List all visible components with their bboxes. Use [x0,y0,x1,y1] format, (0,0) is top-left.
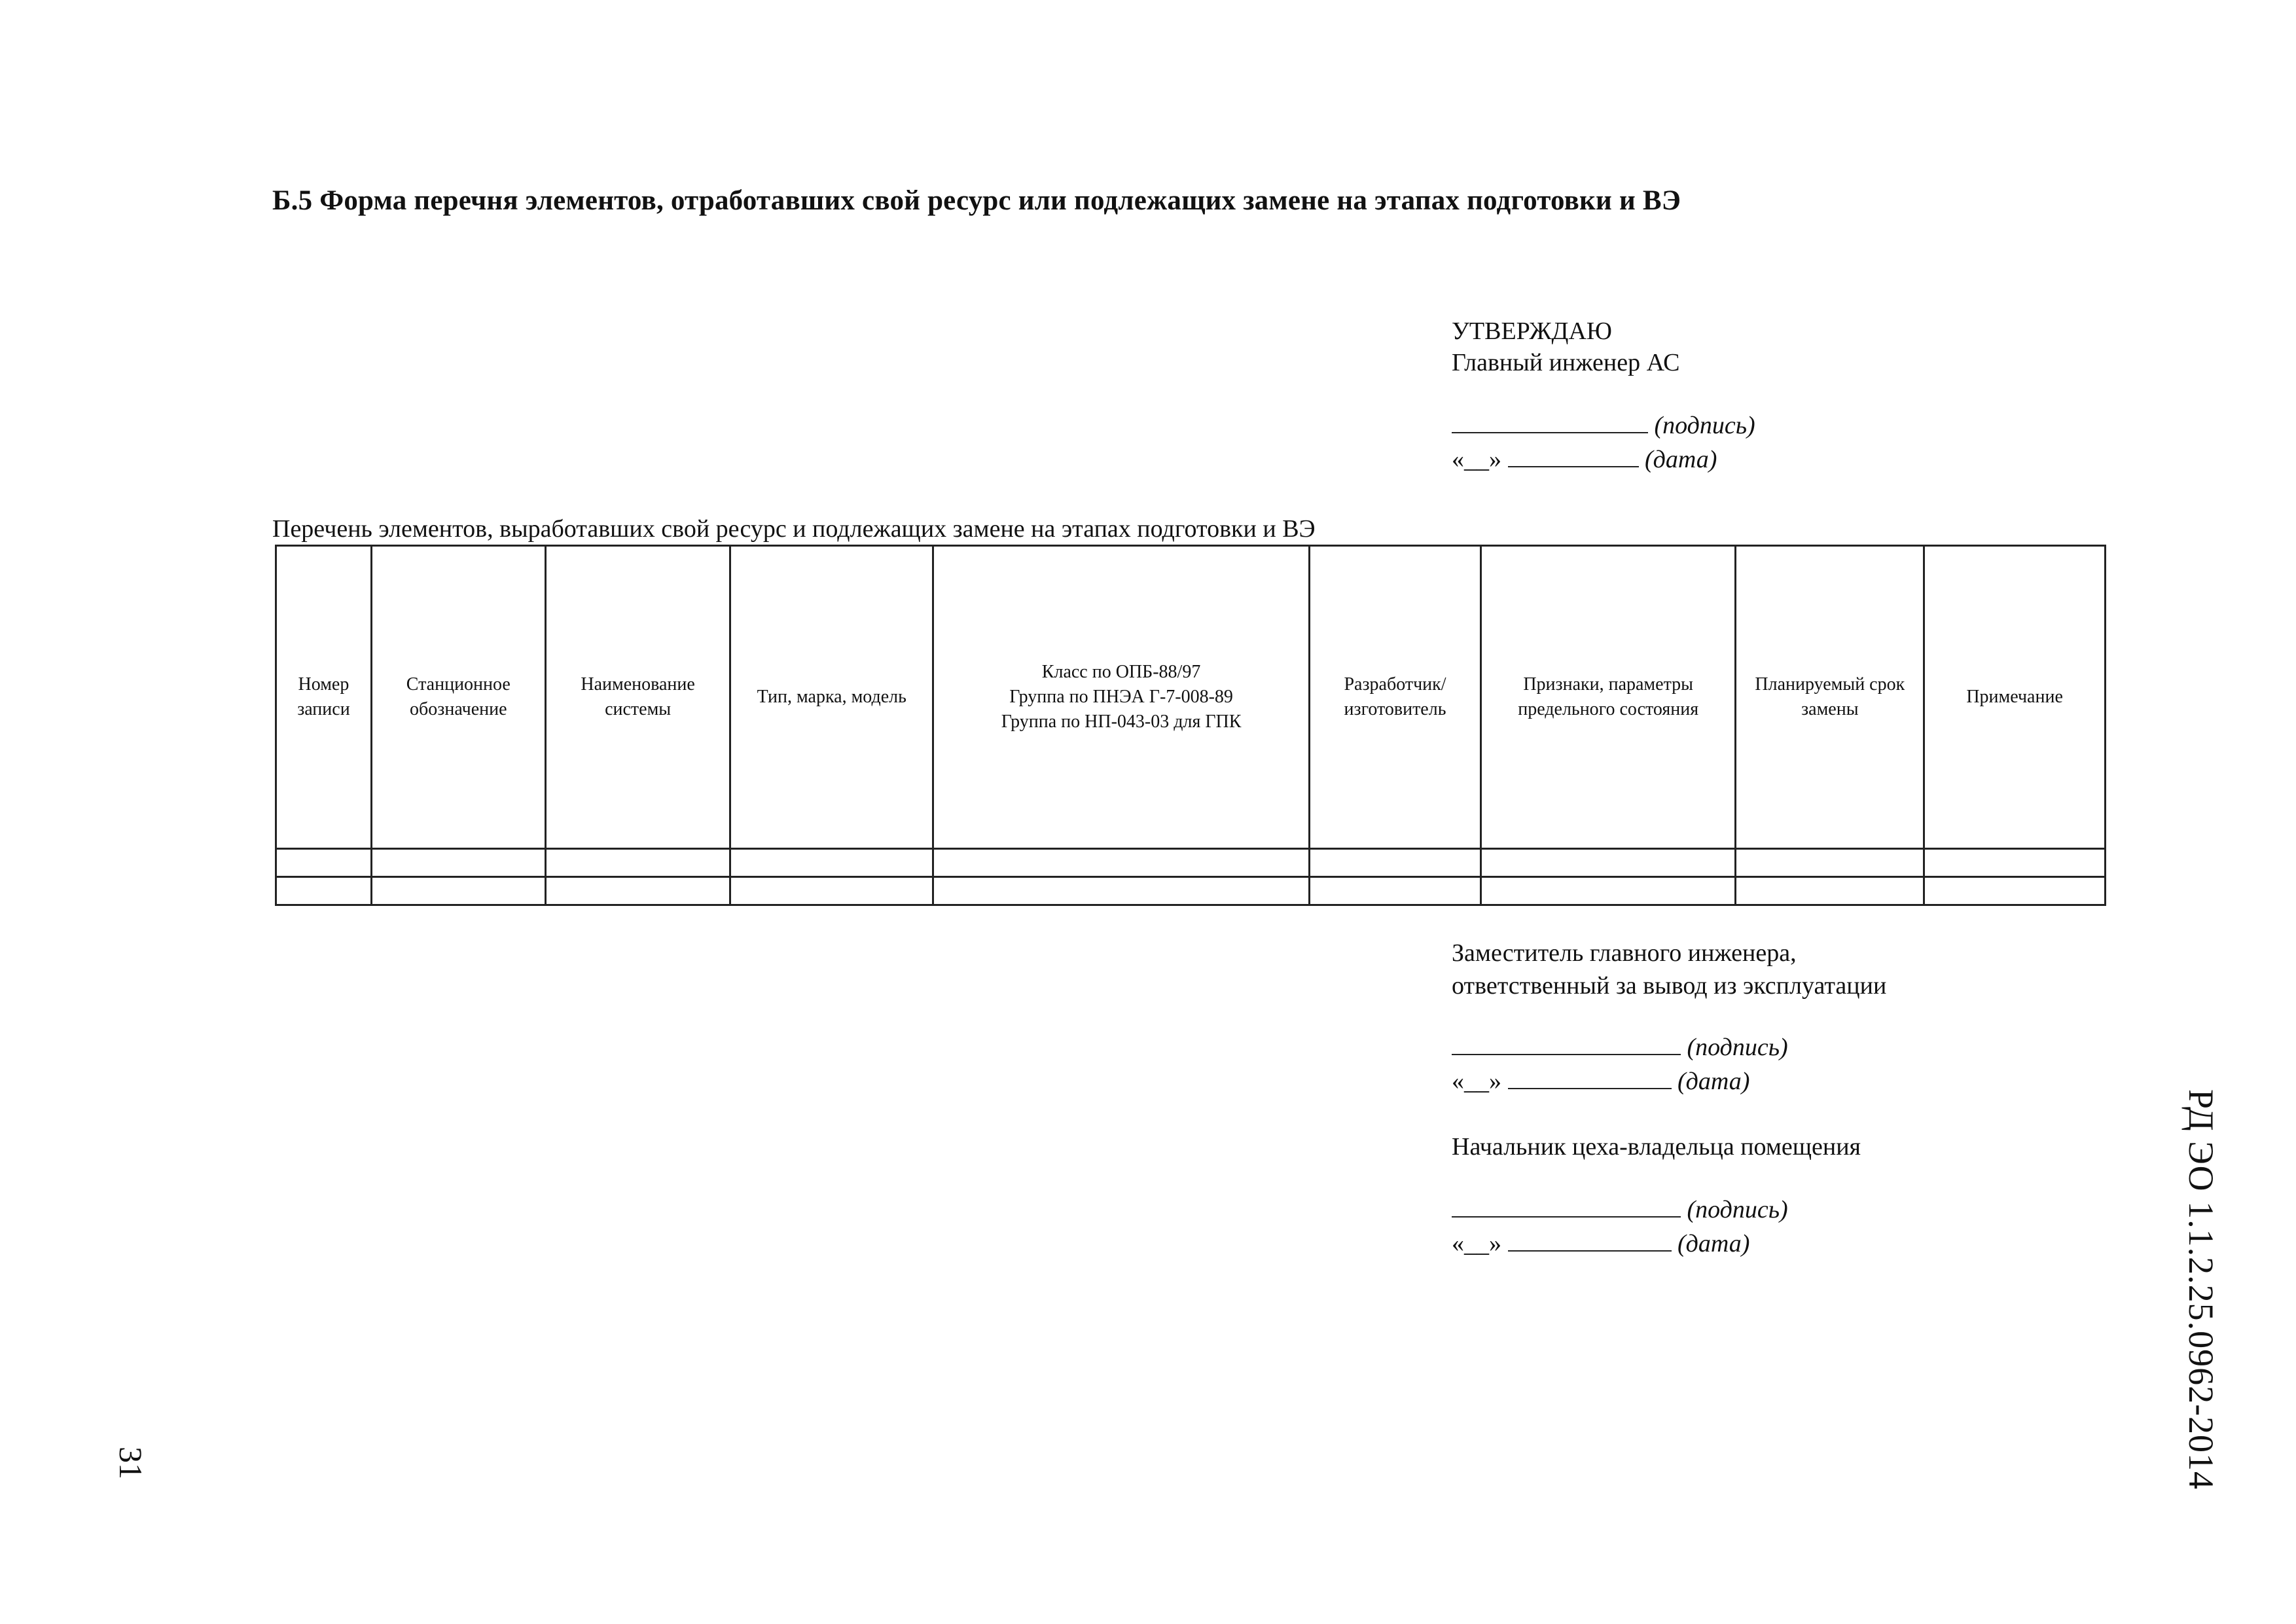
table-cell [371,877,545,905]
shop-head-position: Начальник цеха-владельца помещения [1452,1133,1861,1161]
header-note: Примечание [1924,546,2106,849]
date-line [1508,466,1639,467]
signature-line [1452,1216,1681,1218]
signature-hint: (подпись) [1654,412,1755,439]
table-cell [1736,849,1924,877]
table-cell [1736,877,1924,905]
signature-hint: (подпись) [1687,1034,1788,1061]
table-cell [933,849,1310,877]
shop-head-date-row [1452,1229,1749,1258]
form-table [275,545,2106,906]
table-row [276,877,2106,905]
table-cell [1924,877,2106,905]
approve-signature-row [1452,411,1755,440]
signature-hint: (подпись) [1687,1196,1788,1223]
header-system-name: Наименование системы [545,546,730,849]
table-cell [730,849,933,877]
date-hint: (дата) [1645,446,1717,473]
table-cell [1310,849,1481,877]
header-station-designation: Станционное обозначение [371,546,545,849]
deputy-position-line2: ответственный за вывод из эксплуатации [1452,972,1887,1000]
table-cell [933,877,1310,905]
document-code-text: РД ЭО 1.1.2.25.0962-2014 [2181,1089,2221,1490]
table-cell [545,877,730,905]
date-hint: (дата) [1677,1068,1750,1095]
date-line [1508,1250,1672,1252]
table-cell [545,849,730,877]
deputy-signature-row [1452,1033,1788,1062]
page-number-text: 31 [113,1447,149,1479]
document-code [2172,1087,2231,1492]
table-cell [730,877,933,905]
approve-heading: УТВЕРЖДАЮ [1452,317,1612,345]
table-cell [1310,877,1481,905]
table-cell [276,849,372,877]
table-cell [1480,849,1736,877]
header-class-group: Класс по ОПБ-88/97 Группа по ПНЭА Г-7-008-89 Группа по НП-043-03 для ГПК [933,546,1310,849]
header-record-number: Номер записи [276,546,372,849]
deputy-date-row [1452,1067,1749,1096]
deputy-position-line1: Заместитель главного инженера, [1452,939,1797,967]
table-caption: Перечень элементов, выработавших свой ресурс и подлежащих замене на этапах подготовки и ВЭ [272,515,1316,543]
header-limit-state: Признаки, параметры предельного состояния [1480,546,1736,849]
shop-head-signature-row [1452,1195,1788,1224]
table-row [276,849,2106,877]
date-quotes: «__» [1452,1068,1501,1095]
table-cell [371,849,545,877]
table-cell [276,877,372,905]
table-cell [1480,877,1736,905]
approve-position: Главный инженер АС [1452,349,1680,376]
page-number [111,1434,151,1492]
signature-line [1452,1054,1681,1055]
date-quotes: «__» [1452,446,1501,473]
header-type-model: Тип, марка, модель [730,546,933,849]
table-header-row [276,546,2106,849]
date-line [1508,1088,1672,1089]
header-developer: Разработчик/ изготовитель [1310,546,1481,849]
table-cell [1924,849,2106,877]
date-hint: (дата) [1677,1230,1750,1257]
signature-line [1452,432,1648,433]
approve-date-row [1452,445,1717,474]
form-title: Б.5 Форма перечня элементов, отработавших свой ресурс или подлежащих замене на этапах подготовки и ВЭ [272,185,1681,216]
header-planned-replacement: Планируемый срок замены [1736,546,1924,849]
date-quotes: «__» [1452,1230,1501,1257]
